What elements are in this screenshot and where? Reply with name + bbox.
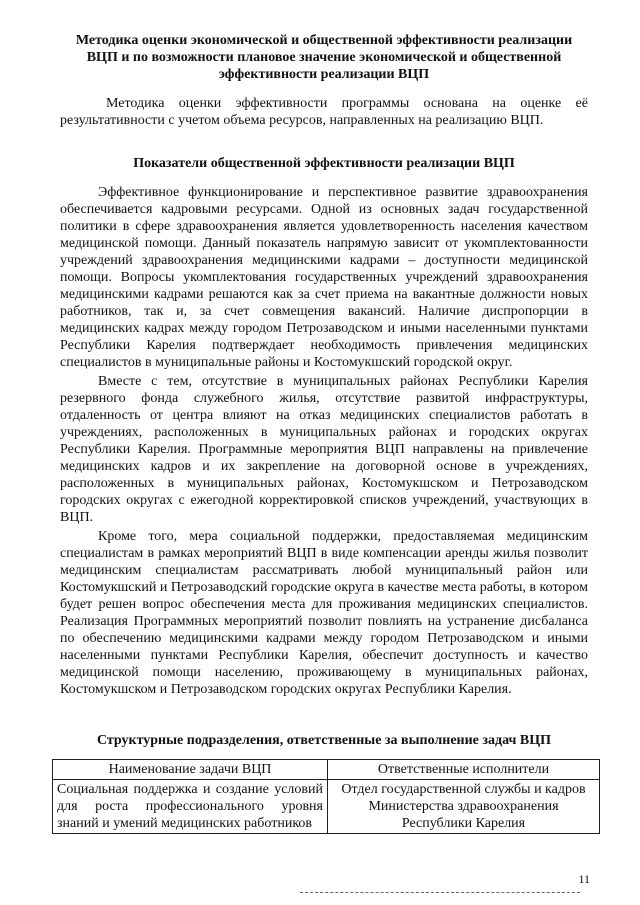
- body-paragraph: Кроме того, мера социальной поддержки, предоставляемая медицинским специалистам в рамках мероприятий ВЦП в виде компенсации аренды жилья позволит медицинским специалистам рассматривать любой муниципальный район или Костомукшский и Петрозаводский городские округа в качестве места работы, в котором будет решен вопрос обеспечения места для проживания медицинских специалистов. Реализация Программных мероприятий позволит повлиять на устранение дисбаланса по обеспечению медицинскими кадрами между городом Петрозаводском и иными населенными пунктами Республики Карелия, обеспечит доступность и качество медицинской помощи населению, проживающему в муниципальных районах, Костомукшском и Петрозаводском городских округах Республики Карелия.: [60, 529, 588, 697]
- section-title: Показатели общественной эффективности реализации ВЦП: [133, 156, 515, 171]
- responsibility-table: [52, 759, 600, 834]
- scan-artifact-line: [300, 892, 580, 894]
- body-paragraph: Эффективное функционирование и перспективное развитие здравоохранения обеспечивается кадровыми ресурсами. Одной из основных задач государственной политики в сфере здравоохранения является удовлетворенность населения качеством медицинской помощи. Данный показатель напрямую зависит от укомплектованности учреждений здравоохранения медицинскими кадрами – доступности медицинской помощи. Вопросы укомплектования государственных учреждений здравоохранения медицинскими кадрами решаются как за счет приема на вакантные должности новых работников, так и, за счет совмещения вакансий. Наличие диспропорции в медицинских кадрах между городом Петрозаводском и иными населенными пунктами Республики Карелия подтверждает необходимость привлечения медицинских специалистов в муниципальные районы и Костомукшский городской округ.: [60, 185, 588, 370]
- table-header-row: [53, 760, 600, 780]
- page-number: 11: [578, 872, 590, 886]
- document-page: [57, 28, 588, 834]
- table-header-executors: Ответственные исполнители: [328, 760, 600, 780]
- document-title: Методика оценки экономической и общественной эффективности реализации ВЦП и по возможности плановое значение экономической и общественной эффективности реализации ВЦП: [75, 33, 573, 82]
- table-cell-task: Социальная поддержка и создание условий для роста профессионального уровня знаний и умений медицинских работников: [53, 780, 328, 834]
- table-header-task: Наименование задачи ВЦП: [53, 760, 328, 780]
- table-cell-executor: Отдел государственной службы и кадров Министерства здравоохранения Республики Карелия: [328, 780, 600, 834]
- body-paragraph: Вместе с тем, отсутствие в муниципальных районах Республики Карелия резервного фонда служебного жилья, отсутствие развитой инфраструктуры, отдаленность от центра влияют на отказ медицинских специалистов работать в учреждениях, расположенных в муниципальных районах и городских округах Республики Карелия. Программные мероприятия ВЦП направлены на привлечение медицинских кадров и их закрепление на договорной основе в учреждениях, расположенных в муниципальных районах, Костомукшском и Петрозаводском городских округах с ежегодной корректировкой списков учреждений, участвующих в ВЦП.: [60, 374, 588, 525]
- intro-paragraph: Методика оценки эффективности программы основана на оценке её результативности с учетом объема ресурсов, направленных на реализацию ВЦП.: [60, 96, 588, 128]
- table-row: [53, 780, 600, 834]
- table-title: Структурные подразделения, ответственные за выполнение задач ВЦП: [96, 733, 552, 748]
